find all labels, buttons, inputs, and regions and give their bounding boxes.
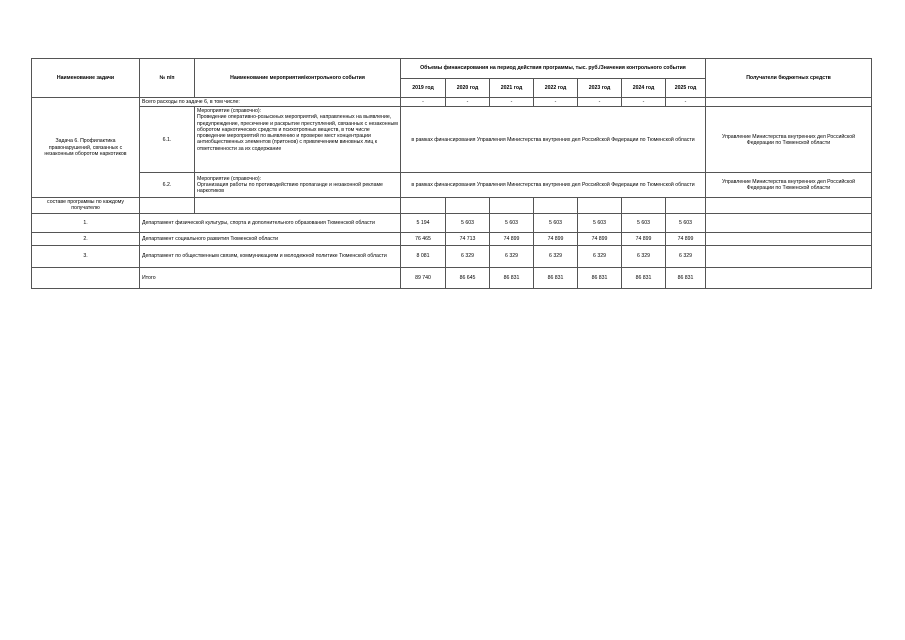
header-year: 2021 год	[490, 79, 534, 98]
funding-note: в рамках финансирования Управления Министерства внутренних дел Российской Федерации по Тюменской области	[401, 173, 706, 198]
row-num: 6.1.	[140, 107, 195, 173]
amount-cell: 5 603	[446, 213, 490, 232]
header-recipients: Получатели бюджетных средств	[706, 59, 872, 98]
empty-cell	[401, 198, 446, 213]
empty-cell	[32, 267, 140, 288]
empty-cell	[706, 213, 872, 232]
total-amount-cell: 86 831	[534, 267, 578, 288]
total-amount-cell: 86 831	[578, 267, 622, 288]
event-description: Мероприятие (справочно): Проведение оперативно-розыскных мероприятий, направленных на выявление, предупреждение, пресечение и раскрытие преступлений, связанных с незаконным оборотом наркотических средств и психотропных веществ, в том числе проведение мероприятий по выявлению и проверке мест концентрации антиобщественных элементов (притонов) с привлечением виновных лиц к ответственности за их содержание	[195, 107, 401, 173]
total-amount-cell: 89 740	[401, 267, 446, 288]
task6-dash: -	[534, 98, 578, 107]
task6-dash: -	[622, 98, 666, 107]
recipients-section-title: составе программы по каждому получателю	[32, 198, 140, 213]
amount-cell: 5 603	[578, 213, 622, 232]
total-amount-cell: 86 645	[446, 267, 490, 288]
amount-cell: 74 899	[534, 232, 578, 245]
amount-cell: 5 603	[534, 213, 578, 232]
empty-cell	[140, 198, 195, 213]
header-year: 2020 год	[446, 79, 490, 98]
task6-dash: -	[490, 98, 534, 107]
empty-cell	[706, 198, 872, 213]
empty-cell	[578, 198, 622, 213]
task6-total-label: Всего расходы по задаче 6, в том числе:	[140, 98, 401, 107]
budget-table	[31, 58, 872, 289]
total-label: Итого	[140, 267, 401, 288]
row-num: 2.	[32, 232, 140, 245]
amount-cell: 5 603	[490, 213, 534, 232]
empty-cell	[706, 232, 872, 245]
header-year: 2023 год	[578, 79, 622, 98]
header-year: 2022 год	[534, 79, 578, 98]
department-name: Департамент физической культуры, спорта и дополнительного образования Тюменской области	[140, 213, 401, 232]
amount-cell: 6 329	[666, 245, 706, 267]
recipient-name: Управление Министерства внутренних дел Российской Федерации по Тюменской области	[706, 107, 872, 173]
empty-cell	[622, 198, 666, 213]
header-task-name: Наименование задачи	[32, 59, 140, 98]
empty-cell	[446, 198, 490, 213]
row-num: 1.	[32, 213, 140, 232]
empty-cell	[490, 198, 534, 213]
amount-cell: 74 899	[578, 232, 622, 245]
funding-note: в рамках финансирования Управления Министерства внутренних дел Российской Федерации по Тюменской области	[401, 107, 706, 173]
department-name: Департамент по общественным связям, коммуникациям и молодежной политике Тюменской области	[140, 245, 401, 267]
total-amount-cell: 86 831	[666, 267, 706, 288]
header-funding: Объемы финансирования на период действия программы, тыс. руб./Значения контрольного события	[401, 59, 706, 79]
amount-cell: 8 081	[401, 245, 446, 267]
header-year: 2019 год	[401, 79, 446, 98]
task6-name: Задача 6. Профилактика правонарушений, связанных с незаконным оборотом наркотиков	[32, 98, 140, 198]
amount-cell: 5 603	[666, 213, 706, 232]
empty-cell	[706, 245, 872, 267]
task6-dash: -	[446, 98, 490, 107]
empty-cell	[706, 267, 872, 288]
total-amount-cell: 86 831	[622, 267, 666, 288]
recipient-name: Управление Министерства внутренних дел Российской Федерации по Тюменской области	[706, 173, 872, 198]
amount-cell: 74 713	[446, 232, 490, 245]
amount-cell: 5 603	[622, 213, 666, 232]
task6-dash: -	[401, 98, 446, 107]
task6-dash: -	[578, 98, 622, 107]
amount-cell: 6 329	[534, 245, 578, 267]
task6-total-recipient	[706, 98, 872, 107]
empty-cell	[666, 198, 706, 213]
header-num: № п/п	[140, 59, 195, 98]
amount-cell: 5 194	[401, 213, 446, 232]
amount-cell: 6 329	[622, 245, 666, 267]
department-name: Департамент социального развития Тюменской области	[140, 232, 401, 245]
row-num: 3.	[32, 245, 140, 267]
header-event-name: Наименование мероприятия/контрольного события	[195, 59, 401, 98]
amount-cell: 74 899	[490, 232, 534, 245]
task6-dash: -	[666, 98, 706, 107]
empty-cell	[195, 198, 401, 213]
header-year: 2025 год	[666, 79, 706, 98]
empty-cell	[534, 198, 578, 213]
amount-cell: 76 465	[401, 232, 446, 245]
amount-cell: 74 899	[666, 232, 706, 245]
amount-cell: 6 329	[578, 245, 622, 267]
amount-cell: 74 899	[622, 232, 666, 245]
event-description: Мероприятие (справочно): Организация работы по противодействию пропаганде и незаконной рекламе наркотиков	[195, 173, 401, 198]
total-amount-cell: 86 831	[490, 267, 534, 288]
amount-cell: 6 329	[490, 245, 534, 267]
row-num: 6.2.	[140, 173, 195, 198]
header-year: 2024 год	[622, 79, 666, 98]
amount-cell: 6 329	[446, 245, 490, 267]
